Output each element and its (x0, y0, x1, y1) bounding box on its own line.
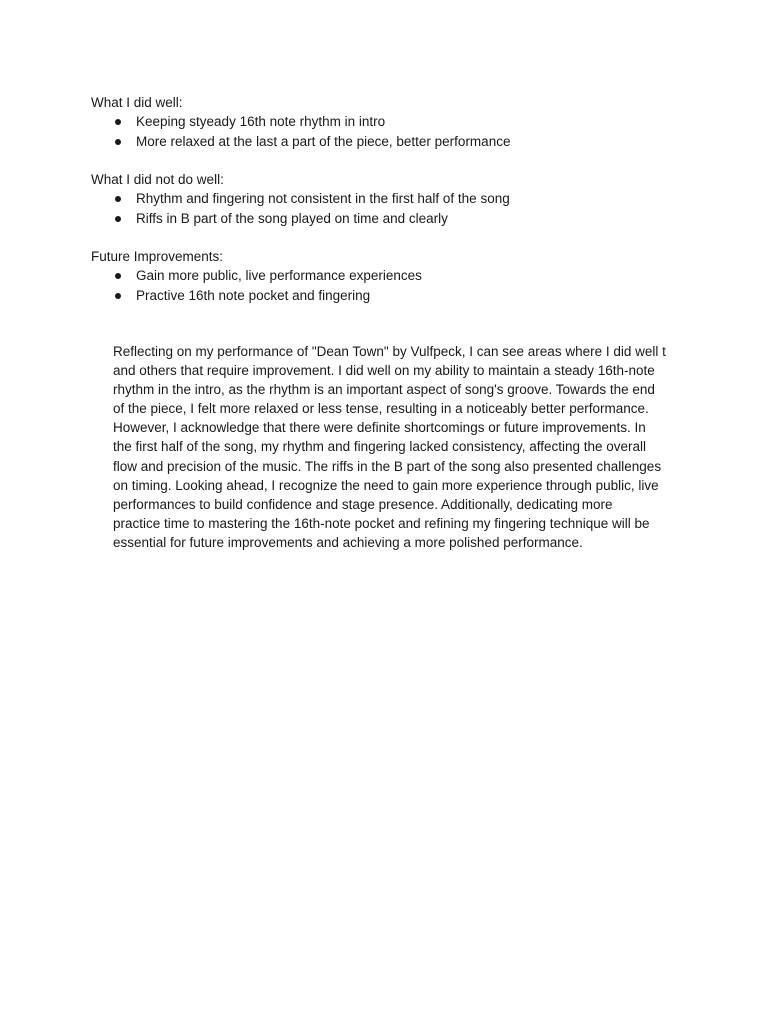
bullet-icon (115, 216, 121, 222)
section-heading: Future Improvements: (91, 249, 224, 264)
list-item-text: Keeping styeady 16th note rhythm in intro (136, 114, 386, 129)
reflection-paragraph: Reflecting on my performance of "Dean Town" by Vulfpeck, I can see areas where I did well t and others that require improvement. I did well on my ability to maintain a steady 16th-note rhythm in the intro, as the rhythm is an important aspect of song's groove. Towards the end of the piece, I felt more relaxed or less tense, resulting in a noticeably better performance. However, I acknowledge that there were definite shortcomings or future improvements. In the first half of the song, my rhythm and fingering lacked consistency, affecting the overall flow and precision of the music. The riffs in the B part of the song also presented challenges on timing. Looking ahead, I recognize the need to gain more experience through public, live performances to build confidence and stage presence. Additionally, dedicating more practice time to mastering the 16th-note pocket and refining my fingering technique will be essential for future improvements and achieving a more polished performance. (113, 344, 666, 550)
list-item (91, 112, 711, 132)
bullet-list (91, 112, 711, 151)
bullet-icon (115, 196, 121, 202)
section-did-well (91, 93, 711, 151)
bullet-icon (115, 119, 121, 125)
list-item (91, 266, 711, 286)
list-item (91, 132, 711, 152)
feedback-sections (91, 93, 711, 324)
section-heading: What I did well: (91, 95, 183, 110)
bullet-icon (115, 293, 121, 299)
list-item-text: More relaxed at the last a part of the piece, better performance (136, 133, 511, 149)
bullet-list (91, 266, 711, 305)
list-item-text: Practive 16th note pocket and fingering (136, 287, 371, 303)
list-item-text: Gain more public, live performance experiences (136, 268, 422, 283)
list-item-text: Riffs in B part of the song played on time and clearly (136, 210, 448, 226)
bullet-list (91, 189, 711, 228)
list-item (91, 209, 711, 229)
list-item (91, 189, 711, 209)
section-future-improvements (91, 247, 711, 305)
list-item (91, 286, 711, 306)
section-did-not-do-well (91, 170, 711, 228)
section-heading: What I did not do well: (91, 172, 224, 187)
bullet-icon (115, 273, 121, 279)
list-item-text: Rhythm and fingering not consistent in the first half of the song (136, 191, 510, 206)
bullet-icon (115, 139, 121, 145)
